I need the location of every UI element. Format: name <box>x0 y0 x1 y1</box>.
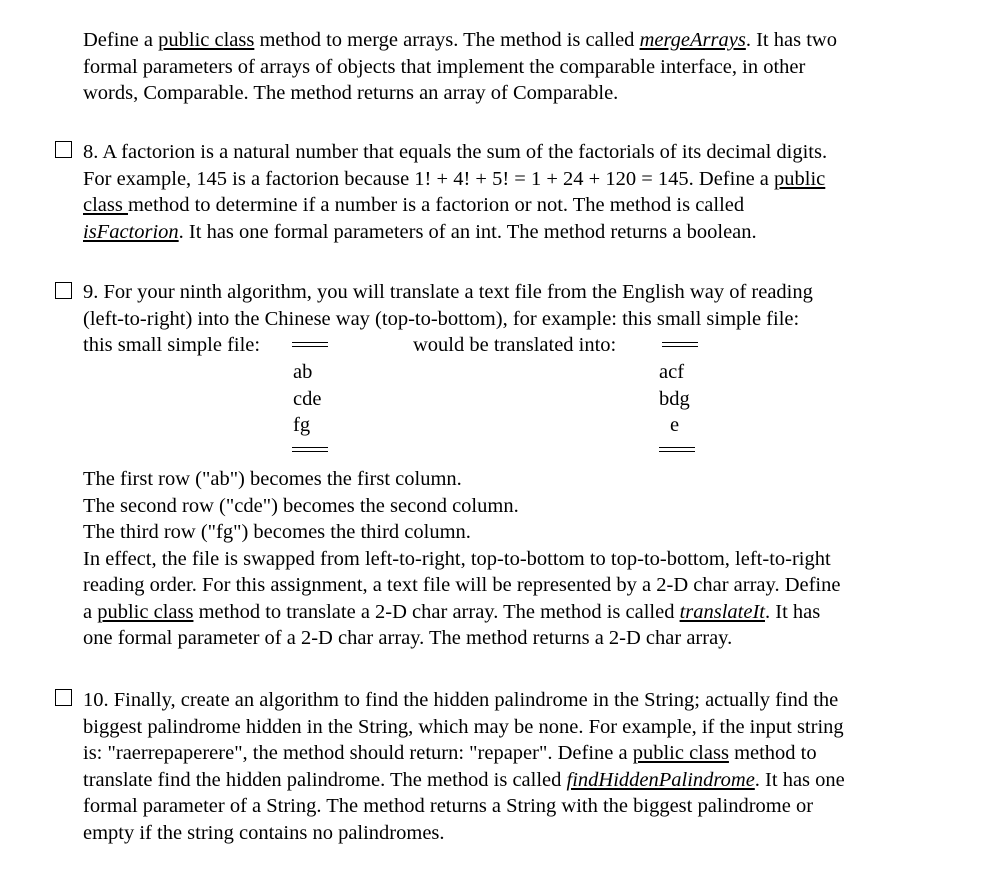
intro-text: Define a <box>83 29 159 51</box>
q10-line-5: formal parameter of a String. The method returns a String with the biggest palindrome or <box>83 795 814 817</box>
file-border-bottom-left <box>292 447 328 452</box>
q10-text: . It has one <box>754 768 845 791</box>
intro-line-1 <box>83 27 963 54</box>
method-name-findhiddenpalindrome: findHiddenPalindrome <box>566 768 755 791</box>
file-border-top-left <box>292 342 328 347</box>
q8-checkbox[interactable] <box>55 141 72 158</box>
method-name-translateit: translateIt <box>679 600 765 623</box>
intro-line-2: formal parameters of arrays of objects that implement the comparable interface, in other <box>83 55 806 78</box>
intro-line-3: words, Comparable. The method returns an array of Comparable. <box>83 82 619 104</box>
q10-line-2: biggest palindrome hidden in the String, which may be none. For example, if the input string <box>83 715 844 738</box>
example-right-label: would be translated into: <box>413 334 617 356</box>
q9-expl-line: The second row ("cde") becomes the second column. <box>83 494 519 517</box>
q8-line-3 <box>83 192 963 219</box>
q10-line-6: empty if the string contains no palindromes. <box>83 821 445 844</box>
intro-text: . It has two <box>745 29 837 51</box>
q9-expl-line: one formal parameter of a 2-D char array. The method returns a 2-D char array. <box>83 627 733 649</box>
q9-text: . It has <box>765 600 821 623</box>
keyword-class: class <box>83 194 128 216</box>
method-name-mergearrays: mergeArrays <box>639 29 746 51</box>
keyword-public-class: public class <box>158 29 255 51</box>
q10-checkbox[interactable] <box>55 689 72 706</box>
q9-expl-line: In effect, the file is swapped from left-to-right, top-to-bottom to top-to-bottom, left-to-right <box>83 547 831 570</box>
q10-text: method to <box>728 742 817 764</box>
q10-paragraph <box>83 687 963 846</box>
q9-text: a <box>83 600 98 623</box>
q8-text: For example, 145 is a factorion because 1! + 4! + 5! = 1 + 24 + 120 = 145. Define a <box>83 167 775 190</box>
method-name-isfactorion: isFactorion <box>83 220 179 243</box>
file-row: acf <box>659 361 685 383</box>
q9-expl-line <box>83 599 963 626</box>
q9-text: method to translate a 2-D char array. The method is called <box>193 600 680 623</box>
file-row: fg <box>293 414 311 436</box>
q9-expl-line: The third row ("fg") becomes the third column. <box>83 521 471 543</box>
q10-line-1: 10. Finally, create an algorithm to find the hidden palindrome in the String; actually find the <box>83 689 839 711</box>
q8-line-4 <box>83 219 963 246</box>
intro-text: method to merge arrays. The method is called <box>254 29 640 51</box>
q9-expl-line: reading order. For this assignment, a text file will be represented by a 2-D char array. Define <box>83 574 841 596</box>
q10-line-4 <box>83 767 963 794</box>
example-left-label: this small simple file: <box>83 334 261 356</box>
q9-line-2: (left-to-right) into the Chinese way (top-to-bottom), for example: this small simple file: <box>83 307 800 330</box>
q9-line-1: 9. For your ninth algorithm, you will translate a text file from the English way of reading <box>83 281 813 303</box>
keyword-public-class: public class <box>632 742 729 764</box>
q8-paragraph <box>83 139 963 245</box>
q10-text: translate find the hidden palindrome. The method is called <box>83 768 567 791</box>
q9-expl-line: The first row ("ab") becomes the first column. <box>83 468 462 490</box>
intro-paragraph <box>83 27 963 107</box>
file-row: e <box>670 414 680 436</box>
q8-text: . It has one formal parameters of an int. The method returns a boolean. <box>178 220 757 243</box>
q8-line-1: 8. A factorion is a natural number that equals the sum of the factorials of its decimal digits. <box>83 141 828 163</box>
file-row: cde <box>293 388 322 410</box>
file-row: ab <box>293 361 313 383</box>
q8-line-2 <box>83 166 963 193</box>
file-border-bottom-right <box>659 447 695 452</box>
q10-text: is: "raerrepaperere", the method should return: "repaper". Define a <box>83 742 633 764</box>
q9-explanation <box>83 466 963 652</box>
q8-text: method to determine if a number is a factorion or not. The method is called <box>127 194 745 216</box>
q9-paragraph <box>83 279 963 332</box>
keyword-public: public <box>774 167 826 190</box>
file-row: bdg <box>659 388 690 410</box>
keyword-public-class: public class <box>97 600 194 623</box>
q9-checkbox[interactable] <box>55 282 72 299</box>
file-border-top-right <box>662 342 698 347</box>
q10-line-3 <box>83 740 963 767</box>
